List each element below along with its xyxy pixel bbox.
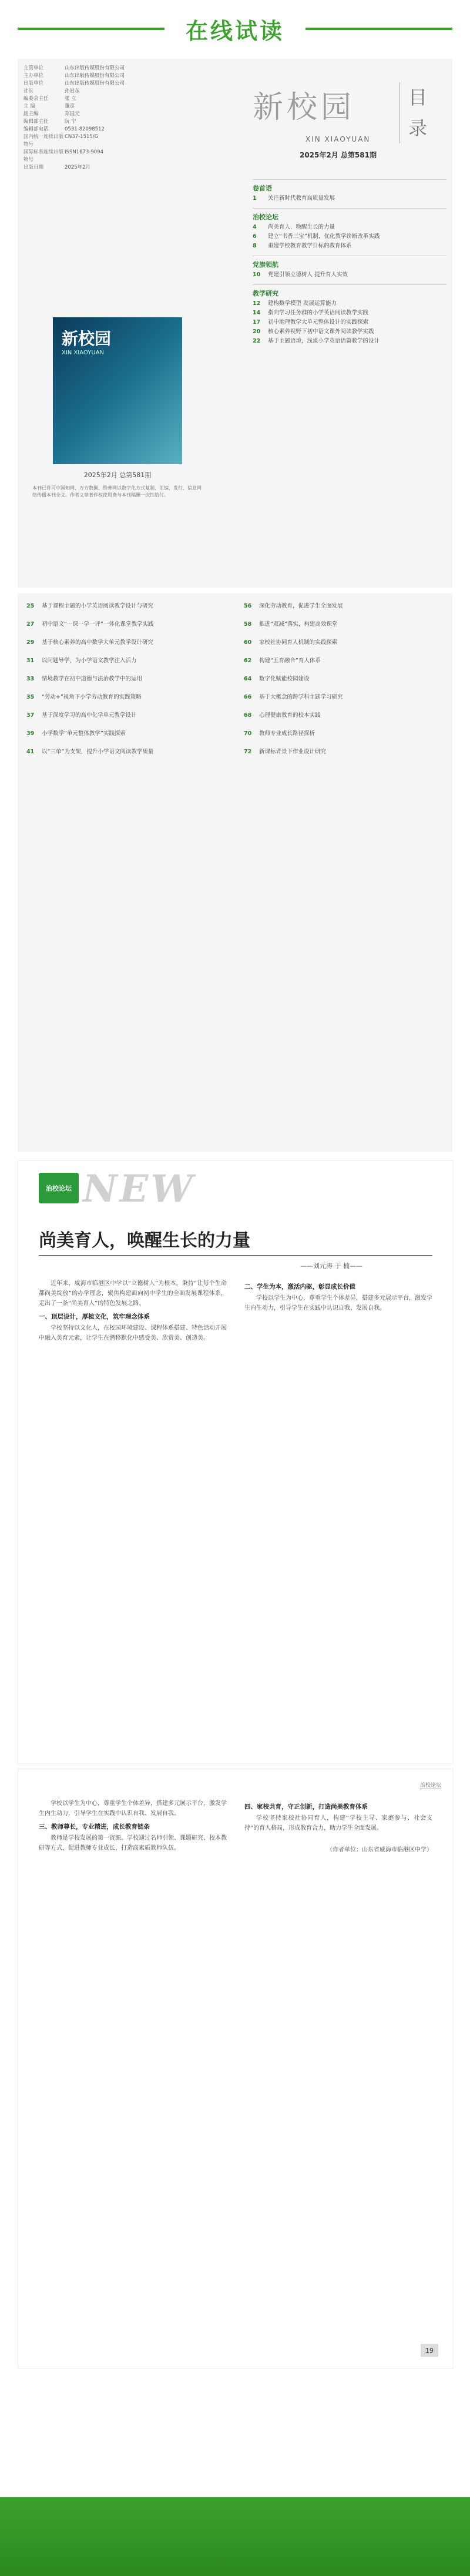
toc-entry[interactable] xyxy=(26,639,226,646)
toc-title: 核心素养视野下初中语文课外阅读教学实践 xyxy=(268,328,374,335)
toc-title: 初中语文“一课一学一评”一体化课堂教学实践 xyxy=(42,621,154,628)
masthead-row xyxy=(24,164,212,172)
toc-entry[interactable] xyxy=(244,657,444,665)
masthead-value: 0531-82098512 xyxy=(65,126,105,132)
masthead-label: 编辑部电话 xyxy=(24,126,49,132)
masthead-label: 国内统一连续出版物号 xyxy=(24,134,64,147)
masthead-row xyxy=(24,126,212,133)
masthead-label: 出版日期 xyxy=(24,165,44,170)
masthead-label: 出版单位 xyxy=(24,80,44,86)
masthead-label: 国际标准连续出版物号 xyxy=(24,149,64,163)
masthead-row xyxy=(24,110,212,118)
issue-info: 2025年2月 总第581期 xyxy=(300,151,377,159)
toc-page-number: 4 xyxy=(253,224,257,230)
toc-page-number: 20 xyxy=(253,328,261,335)
masthead-value: ISSN1673-9094 xyxy=(65,149,103,155)
toc-title: 尚美育人，唤醒生长的力量 xyxy=(268,224,335,230)
toc-title: 基于课程主题的小学英语阅读教学设计与研究 xyxy=(42,603,154,609)
toc-page-number: 12 xyxy=(253,300,261,307)
toc-title: 基于深度学习的高中化学单元教学设计 xyxy=(42,712,137,719)
heading-2: 二、学生为本，激活内驱，彰显成长价值 xyxy=(244,1283,355,1290)
masthead-row xyxy=(24,118,212,126)
masthead-row xyxy=(24,72,212,80)
masthead-row xyxy=(24,88,212,95)
masthead-value: 山东出版传媒股份有限公司 xyxy=(65,80,125,86)
toc-title: 家校社协同育人机制的实践探索 xyxy=(259,639,338,646)
section-badge: 治校论坛 xyxy=(39,1173,79,1203)
paragraph: 学校以学生为中心，尊重学生个体差异，搭建多元展示平台，激发学生内生动力，引导学生在实践中认识自我、发展自我。 xyxy=(244,1295,432,1312)
toc-entry[interactable] xyxy=(26,657,226,665)
toc-entry[interactable] xyxy=(26,730,226,737)
toc-page-number: 14 xyxy=(253,310,261,316)
toc-title: 重建学校教育教学目标的教育体系 xyxy=(268,243,352,249)
toc-title: 指向学习任务群的小学英语阅读教学实践 xyxy=(268,310,369,316)
toc-entry[interactable] xyxy=(253,309,446,317)
masthead-label: 社长 xyxy=(24,88,34,94)
toc-title: 情境教学在初中道德与法治教学中的运用 xyxy=(42,676,143,682)
paragraph: 学校坚持家校社协同育人，构建“学校主导、家庭参与、社会支持”的育人格局，形成教育合力，助力学生全面发展。 xyxy=(244,1815,432,1832)
article-author: ——刘元涛 于 楠—— xyxy=(300,1262,362,1270)
masthead-value: 张 立 xyxy=(65,96,76,102)
masthead-label: 副主编 xyxy=(24,111,39,117)
toc-page-number: 27 xyxy=(26,621,35,628)
article-page-2 xyxy=(18,1769,454,2369)
cover-subtitle: XIN XIAOYUAN xyxy=(62,350,104,356)
toc-page-number: 56 xyxy=(244,603,252,609)
toc-entry[interactable] xyxy=(244,602,444,610)
toc-entry[interactable] xyxy=(253,194,446,202)
toc-title: 以问题导学，为小学语文教学注入活力 xyxy=(42,658,137,664)
toc-page-number: 29 xyxy=(26,639,35,646)
masthead-value: 山东出版传媒股份有限公司 xyxy=(65,65,125,71)
toc-entry[interactable] xyxy=(26,675,226,683)
toc-page-number: 64 xyxy=(244,676,252,682)
toc-page-number: 72 xyxy=(244,749,252,755)
masthead-value: 郑国元 xyxy=(65,111,80,117)
masthead-value: 2025年2月 xyxy=(65,165,91,170)
toc-page-number: 6 xyxy=(253,233,257,240)
toc-entry[interactable] xyxy=(26,712,226,719)
masthead xyxy=(24,65,212,172)
toc-title: 构建“五育融合”育人体系 xyxy=(259,658,321,664)
masthead-label: 主 编 xyxy=(24,103,35,109)
article-title: 尚美育人，唤醒生长的力量 xyxy=(39,1230,250,1251)
masthead-value: 孙岩东 xyxy=(65,88,80,94)
toc-title: 基于主题语境，浅谈小学英语语篇教学的设计 xyxy=(268,338,380,344)
article-col-2 xyxy=(244,1279,432,1316)
toc-section: 教学研究 xyxy=(253,284,446,298)
toc-title: 建立“书香三宝”机制，优化教学诊断改革实践 xyxy=(268,233,380,240)
toc-entry[interactable] xyxy=(244,748,444,756)
toc-entry[interactable] xyxy=(253,242,446,250)
masthead-label: 编辑部主任 xyxy=(24,119,49,125)
toc-page-number: 8 xyxy=(253,243,257,249)
masthead-row xyxy=(24,103,212,110)
article-page-1 xyxy=(18,1160,454,1764)
heading-4: 四、家校共育，守正创新，打造尚美教育体系 xyxy=(244,1803,368,1810)
toc-col-left xyxy=(26,602,226,766)
paragraph: 学校坚持以文化人，在校园环境建设、课程体系搭建、特色活动开展中融入美育元素，让学生在潜移默化中感受美、欣赏美、创造美。 xyxy=(39,1325,227,1341)
title-rule xyxy=(39,1255,432,1256)
toc-title: 新课标背景下作业设计研究 xyxy=(259,749,327,755)
masthead-value: 阮 宁 xyxy=(65,119,76,125)
masthead-value: 山东出版传媒股份有限公司 xyxy=(65,73,125,79)
toc-entry[interactable] xyxy=(244,639,444,646)
top-banner xyxy=(0,0,470,59)
toc-page-number: 10 xyxy=(253,271,261,278)
toc-entry[interactable] xyxy=(253,337,446,345)
masthead-row xyxy=(24,133,212,149)
page-number: 19 xyxy=(421,2344,438,2357)
masthead-value: CN37-1515/G xyxy=(65,134,99,140)
cover-image xyxy=(53,317,182,464)
toc-page-2 xyxy=(18,593,452,1152)
toc-title: 深化劳动教育，促进学生全面发展 xyxy=(259,603,343,609)
toc-entry[interactable] xyxy=(244,712,444,719)
banner-line-right xyxy=(306,28,452,30)
article-col-3 xyxy=(39,1799,227,1856)
toc-page-number: 68 xyxy=(244,712,252,719)
toc-page-number: 66 xyxy=(244,694,252,700)
toc-page-number: 31 xyxy=(26,658,35,664)
toc-page-number: 35 xyxy=(26,694,35,700)
masthead-label: 主管单位 xyxy=(24,65,44,71)
toc-page-number: 25 xyxy=(26,603,35,609)
paragraph: 近年来，威海市临港区中学以“立德树人”为根本，秉持“让每个生命都尚美绽放”的办学理念，聚焦构建面向初中学生的全面发展课程体系，走出了一条“尚美育人”的特色发展之路。 xyxy=(39,1280,227,1307)
running-folio: 治校论坛 xyxy=(420,1781,441,1789)
toc-entry[interactable] xyxy=(26,620,226,628)
toc-heading: 目录 xyxy=(400,82,435,143)
masthead-row xyxy=(24,95,212,103)
toc-section: 卷首语 xyxy=(253,179,446,193)
toc-entry[interactable] xyxy=(244,675,444,683)
toc-entry[interactable] xyxy=(253,271,446,279)
masthead-value: 董彦 xyxy=(65,103,75,109)
toc-page-number: 22 xyxy=(253,338,261,344)
copyright-note: 本刊已许可中国知网、万方数据、维普网以数字化方式复制、汇编、发行、信息网络传播本刊全文。作者文章著作权使用费与本刊稿酬一次性给付。 xyxy=(32,485,202,498)
article-col-1 xyxy=(39,1279,227,1346)
heading-3: 三、教师尊长，专业精进，成长教育链条 xyxy=(39,1823,150,1830)
toc-title: 推进“双减”落实，构建高效课堂 xyxy=(259,621,338,628)
paragraph: 教师是学校发展的第一资源。学校通过名师引领、课题研究、校本教研等方式，促进教师专业成长，打造高素质教师队伍。 xyxy=(39,1835,227,1852)
toc-entry[interactable] xyxy=(244,693,444,701)
toc-title: 基于核心素养的高中数学大单元教学设计研究 xyxy=(42,639,154,646)
masthead-label: 编委会主任 xyxy=(24,96,49,102)
toc-entry[interactable] xyxy=(253,318,446,326)
toc-title: 以“三单”为支架，提升小学语文阅读教学质量 xyxy=(42,749,154,755)
brand-english: XIN XIAOYUAN xyxy=(306,135,371,143)
article-col-4 xyxy=(244,1799,432,1857)
toc-page-number: 17 xyxy=(253,319,261,326)
toc-page-number: 37 xyxy=(26,712,35,719)
toc-list xyxy=(253,173,446,347)
toc-title: 初中地理教学大单元整体设计的实践探索 xyxy=(268,319,369,326)
toc-title: 教师专业成长路径探析 xyxy=(259,730,315,737)
toc-col-right xyxy=(244,602,444,766)
masthead-row xyxy=(24,149,212,164)
banner-title: 在线试读 xyxy=(185,18,284,44)
toc-title: 建构数学模型 发展运算能力 xyxy=(268,300,337,307)
toc-page-number: 62 xyxy=(244,658,252,664)
toc-title: 关注新时代教育高质量发展 xyxy=(268,195,335,202)
toc-page-number: 39 xyxy=(26,730,35,737)
new-decoration: NEW xyxy=(83,1167,196,1211)
toc-entry[interactable] xyxy=(26,693,226,701)
toc-entry[interactable] xyxy=(244,620,444,628)
toc-section: 党旗领航 xyxy=(253,256,446,269)
toc-title: 心理健康教育的校本实践 xyxy=(259,712,321,719)
toc-page-number: 60 xyxy=(244,639,252,646)
toc-title: 党建引领立德树人 提升育人实效 xyxy=(268,271,348,278)
toc-page-number: 1 xyxy=(253,195,257,202)
cover-title: 新校园 xyxy=(62,329,112,348)
toc-page-number: 70 xyxy=(244,730,252,737)
toc-entry[interactable] xyxy=(26,748,226,756)
paragraph: 学校以学生为中心，尊重学生个体差异，搭建多元展示平台，激发学生内生动力，引导学生在实践中认识自我、发展自我。 xyxy=(39,1800,227,1817)
toc-title: 小学数学“单元整体教学”实践探索 xyxy=(42,730,126,737)
toc-section: 治校论坛 xyxy=(253,208,446,222)
toc-title: 数字化赋能校园建设 xyxy=(259,676,310,682)
author-affiliation: （作者单位：山东省威海市临港区中学） xyxy=(327,1847,432,1853)
cover-caption: 2025年2月 总第581期 xyxy=(83,471,152,479)
bottom-banner xyxy=(0,2497,470,2576)
toc-page-number: 41 xyxy=(26,749,35,755)
masthead-row xyxy=(24,80,212,88)
toc-page-number: 58 xyxy=(244,621,252,628)
toc-title: 基于大概念的跨学科主题学习研究 xyxy=(259,694,343,700)
toc-title: “劳动+”视角下小学劳动教育的实践策略 xyxy=(42,694,142,700)
toc-entry[interactable] xyxy=(253,223,446,231)
toc-page-number: 33 xyxy=(26,676,35,682)
brand-logo: 新校园 xyxy=(253,90,355,125)
toc-entry[interactable] xyxy=(26,602,226,610)
heading-1: 一、顶层设计，厚植文化，筑牢理念体系 xyxy=(39,1313,150,1320)
toc-entry[interactable] xyxy=(244,730,444,737)
masthead-label: 主办单位 xyxy=(24,73,44,79)
toc-entry[interactable] xyxy=(253,300,446,307)
toc-entry[interactable] xyxy=(253,328,446,336)
masthead-row xyxy=(24,65,212,72)
toc-page xyxy=(18,59,452,588)
toc-entry[interactable] xyxy=(253,233,446,240)
